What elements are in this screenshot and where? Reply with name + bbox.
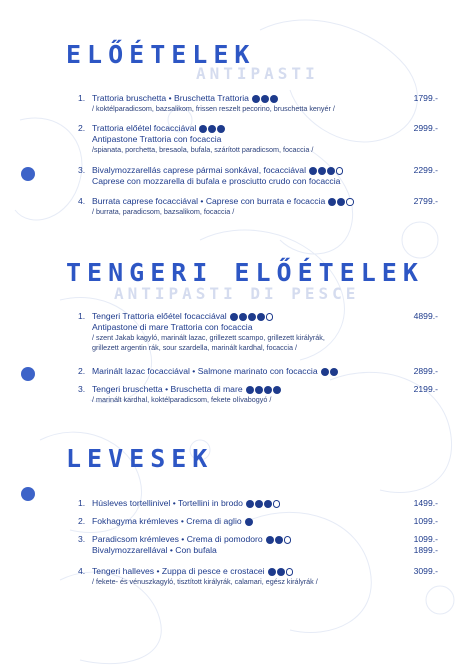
dairy-icon [199,125,207,133]
bullet-dot [21,367,35,381]
egg-icon [255,500,263,508]
section-title: ELŐÉTELEK [66,40,256,69]
dairy-icon [246,500,254,508]
item-price: 1899.- [413,545,438,555]
item-number: 3. [78,384,86,394]
item-description: / szent Jakab kagyló, marinált lazac, grillezett scampo, grillezett királyrák, [92,333,325,343]
allergen-icons [245,384,281,395]
allergen-icons [229,311,274,322]
item-body [92,516,362,527]
item-number: 2. [78,366,86,376]
item-price: 2199.- [413,384,438,394]
item-number: 3. [78,534,86,544]
celery-icon [284,536,292,544]
allergen-icons [320,366,338,377]
item-number: 2. [78,123,86,133]
dairy-icon [246,386,254,394]
item-body [92,566,362,587]
item-price: 3099.- [413,566,438,576]
allergen-icons [251,93,278,104]
dairy-icon [266,536,274,544]
item-body [92,123,362,155]
item-name: Tengeri halleves • Zuppa di pesce e crostacei [92,566,362,577]
item-body [92,366,362,377]
egg-icon [261,95,269,103]
item-name: Tengeri bruschetta • Bruschetta di mare [92,384,362,395]
item-body [92,93,362,114]
item-body [92,311,362,353]
bullet-dot [21,167,35,181]
gluten-icon [270,95,278,103]
dairy-icon [328,198,336,206]
item-price: 1099.- [413,534,438,544]
item-price: 1799.- [413,93,438,103]
item-description: grillezett argentin rák, sour szardella, marinált kardhal, focaccia / [92,343,297,353]
gluten-icon [257,313,265,321]
allergen-icons [265,534,292,545]
dairy-icon [230,313,238,321]
item-number: 2. [78,516,86,526]
item-description: / fekete- és vénuszkagyló, tisztított királyrák, calamari, egész királyrák / [92,577,318,587]
dairy-icon [252,95,260,103]
item-name: Fokhagyma krémleves • Crema di aglio [92,516,362,527]
item-price: 2899.- [413,366,438,376]
egg-icon [264,386,272,394]
allergen-icons [308,165,344,176]
item-name: Bivalymozzarellával • Con bufala [92,545,217,556]
item-price: 2999.- [413,123,438,133]
item-name: Trattoria előétel focaccіával [92,123,362,134]
item-description: / burrata, paradicsom, bazsalikom, focaccia / [92,207,235,217]
item-body [92,498,362,509]
item-number: 4. [78,196,86,206]
item-description: / koktélparadicsom, bazsalikom, frissen reszelt pecorino, bruschetta kenyér / [92,104,335,114]
item-name: Antipastone di mare Trattoria con focaccia [92,322,253,333]
allergen-icons [245,498,281,509]
item-price: 2799.- [413,196,438,206]
item-name: Trattoria bruschetta • Bruschetta Trattoria [92,93,362,104]
crustacean-icon [268,568,276,576]
item-name: Antipastone Trattoria con focaccia [92,134,222,145]
item-price: 4899.- [413,311,438,321]
dairy-icon [309,167,317,175]
section-subtitle: ANTIPASTI DI PESCE [114,284,360,303]
item-price: 2299.- [413,165,438,175]
item-name: Caprese con mozzarella di bufala e prosciutto crudo con focaccia [92,176,341,187]
allergen-icons [244,516,253,527]
fish-icon [248,313,256,321]
gluten-icon [264,500,272,508]
celery-icon [336,167,344,175]
item-body [92,384,362,405]
egg-icon [318,167,326,175]
item-body [92,196,362,217]
item-price: 1499.- [413,498,438,508]
fish-icon [330,368,338,376]
item-body [92,534,362,556]
gluten-icon [245,518,253,526]
dairy-icon [321,368,329,376]
section-title: TENGERI ELŐÉTELEK [66,258,424,287]
allergen-icons [198,123,225,134]
egg-icon [208,125,216,133]
egg-icon [337,198,345,206]
item-price: 1099.- [413,516,438,526]
item-name: Húsleves tortellinivel • Tortellini in brodo [92,498,362,509]
celery-icon [266,313,274,321]
celery-icon [346,198,354,206]
gluten-icon [217,125,225,133]
celery-icon [286,568,294,576]
item-number: 1. [78,93,86,103]
item-number: 4. [78,566,86,576]
item-name: Tengeri Trattoria előétel focaccіával [92,311,362,322]
item-description: / marinált kardhal, koktélparadicsom, fekete olívabogyó / [92,395,272,405]
item-description: /spianata, porchetta, bresaola, bufala, szárított paradicsom, focaccia / [92,145,314,155]
fish-icon [277,568,285,576]
allergen-icons [327,196,354,207]
gluten-icon [273,386,281,394]
item-number: 1. [78,311,86,321]
allergen-icons [267,566,294,577]
gluten-icon [275,536,283,544]
item-name: Marinált lazac focaccіával • Salmone marinato con focaccia [92,366,362,377]
item-name: Paradicsom krémleves • Crema di pomodoro [92,534,362,545]
celery-icon [273,500,281,508]
item-name: Bivalymozzarellás caprese pármai sonkával, focaccіával [92,165,362,176]
item-name: Burrata caprese focaccіával • Caprese con burrata e focaccia [92,196,362,207]
item-number: 1. [78,498,86,508]
item-body [92,165,362,187]
section-subtitle: ANTIPASTI [196,64,319,83]
section-title: LEVESEK [66,444,214,473]
bullet-dot [21,487,35,501]
fish-icon [255,386,263,394]
item-number: 3. [78,165,86,175]
gluten-icon [327,167,335,175]
crustacean-icon [239,313,247,321]
